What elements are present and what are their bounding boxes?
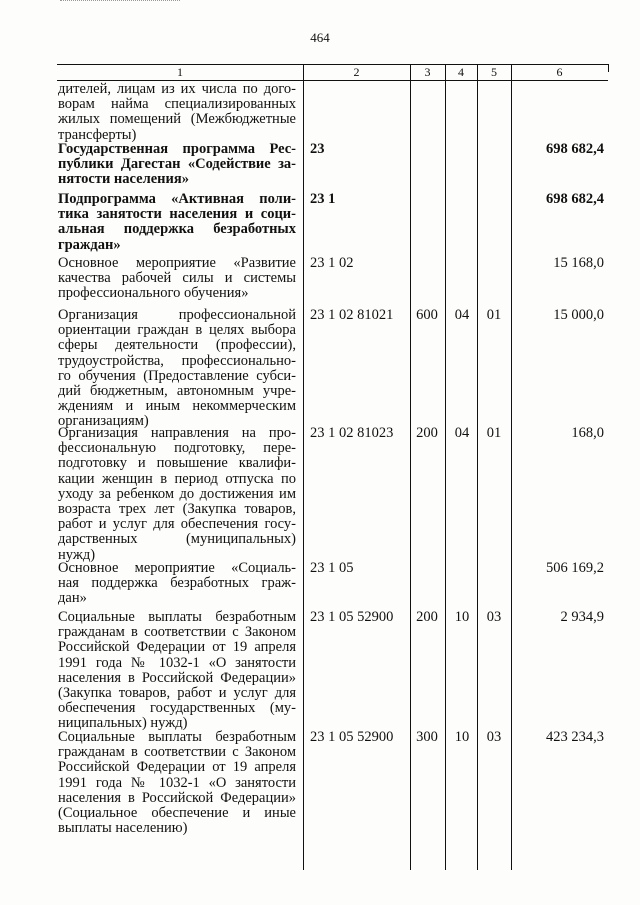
row-section: 10 bbox=[454, 609, 470, 625]
row-name-line: ная поддержка безработных граж- bbox=[58, 575, 296, 592]
row-name-line: дий бюджетным, автономным учре- bbox=[58, 383, 296, 400]
row-name-line: 1991 года № 1032-1 «О занятости bbox=[58, 774, 296, 791]
row-name-line: Социальные выплаты безработным bbox=[58, 729, 296, 745]
row-sum: 506 169,2 bbox=[546, 560, 604, 576]
row-name-line: го обучения (Предоставление субси- bbox=[58, 367, 296, 384]
row-name bbox=[58, 610, 296, 732]
row-name-line: публики Дагестан «Содействие за- bbox=[58, 156, 296, 173]
row-name-line: кации женщин в период отпуска по bbox=[58, 470, 296, 487]
row-name-line: Организация профессиональной bbox=[58, 307, 296, 323]
row-subsection: 03 bbox=[486, 729, 502, 745]
column-divider bbox=[477, 64, 478, 870]
row-name-line: Государственная программа Рес- bbox=[58, 141, 296, 157]
row-name-line: подготовку и повышение квалифи- bbox=[58, 455, 296, 472]
row-sum: 698 682,4 bbox=[546, 191, 604, 207]
row-name-line: населения в Российской Федерации» bbox=[58, 789, 296, 806]
row-expense-type: 200 bbox=[416, 425, 438, 441]
row-name-line: Российской Федерации от 19 апреля bbox=[58, 639, 296, 656]
row-subsection: 01 bbox=[486, 307, 502, 323]
row-section: 04 bbox=[454, 425, 470, 441]
row-code: 23 1 02 81021 bbox=[310, 307, 394, 323]
row-name bbox=[58, 561, 296, 607]
row-name bbox=[58, 426, 296, 563]
row-name-line: жилых помещений (Межбюджетные bbox=[58, 111, 296, 128]
row-name-line: обеспечения государственных (му- bbox=[58, 700, 296, 717]
column-header-4: 4 bbox=[458, 65, 464, 79]
row-sum: 2 934,9 bbox=[560, 609, 604, 625]
row-name-line: ниципальных) нужд) bbox=[58, 715, 188, 732]
row-name-line: трансферты) bbox=[58, 126, 137, 143]
row-code: 23 1 02 bbox=[310, 255, 354, 271]
row-name-line: гражданам в соответствии с Законом bbox=[58, 624, 296, 641]
row-name-line: Российской Федерации от 19 апреля bbox=[58, 759, 296, 776]
row-name-line: Социальные выплаты безработным bbox=[58, 609, 296, 625]
row-subsection: 01 bbox=[486, 425, 502, 441]
row-name-line: трудоустройства, профессионально- bbox=[58, 352, 296, 369]
row-name-line: нужд) bbox=[58, 546, 96, 563]
row-name-line: альная поддержка безработных bbox=[58, 221, 296, 238]
column-divider bbox=[410, 64, 411, 870]
row-name-line: сферы деятельности (профессии), bbox=[58, 337, 296, 354]
row-name-line: тика занятости населения и соци- bbox=[58, 206, 296, 223]
row-expense-type: 600 bbox=[416, 307, 438, 323]
row-name bbox=[58, 256, 296, 302]
row-name-line: (Закупка товаров, работ и услуг для bbox=[58, 685, 296, 702]
row-sum: 15 168,0 bbox=[553, 255, 604, 271]
row-name-line: ждениям и иным некоммерческим bbox=[58, 398, 296, 415]
row-code: 23 1 05 bbox=[310, 560, 354, 576]
row-name-line: Основное мероприятие «Развитие bbox=[58, 255, 296, 271]
column-divider bbox=[608, 64, 609, 72]
row-name-line: ворам найма специализированных bbox=[58, 96, 296, 113]
row-name-line: дителей, лицам из их числа по дого- bbox=[58, 81, 296, 97]
column-header-2: 2 bbox=[353, 65, 360, 79]
column-header-6: 6 bbox=[556, 65, 563, 79]
row-name-line: Основное мероприятие «Социаль- bbox=[58, 560, 296, 576]
row-name-line: (Социальное обеспечение и иные bbox=[58, 805, 296, 822]
column-header-1: 1 bbox=[177, 65, 183, 79]
row-name bbox=[58, 192, 296, 253]
column-header-5: 5 bbox=[491, 65, 497, 79]
row-code: 23 1 02 81023 bbox=[310, 425, 394, 441]
row-name-line: нятости населения» bbox=[58, 171, 189, 188]
row-name-line: ориентации граждан в целях выбора bbox=[58, 322, 296, 339]
row-expense-type: 200 bbox=[416, 609, 438, 625]
row-sum: 423 234,3 bbox=[546, 729, 604, 745]
column-divider bbox=[303, 64, 304, 870]
row-name-line: фессиональную подготовку, пере- bbox=[58, 440, 296, 457]
row-name-line: Подпрограмма «Активная поли- bbox=[58, 191, 296, 207]
row-name-line: Организация направления на про- bbox=[58, 425, 296, 441]
row-name-line: дарственных (муниципальных) bbox=[58, 531, 296, 548]
row-code: 23 1 05 52900 bbox=[310, 609, 394, 625]
row-name-line: профессионального обучения» bbox=[58, 285, 249, 302]
row-expense-type: 300 bbox=[416, 729, 438, 745]
row-name-line: населения в Российской Федерации» bbox=[58, 669, 296, 686]
row-name-line: граждан» bbox=[58, 236, 121, 253]
row-section: 10 bbox=[454, 729, 470, 745]
row-section: 04 bbox=[454, 307, 470, 323]
row-name-line: организациям) bbox=[58, 413, 149, 430]
row-name-line: уходу за ребенком до достижения им bbox=[58, 485, 296, 502]
row-name-line: выплаты населению) bbox=[58, 820, 188, 837]
row-name-line: 1991 года № 1032-1 «О занятости bbox=[58, 654, 296, 671]
row-code: 23 1 bbox=[310, 191, 336, 207]
column-divider bbox=[445, 64, 446, 870]
row-name-line: качества рабочей силы и системы bbox=[58, 270, 296, 287]
column-divider bbox=[511, 64, 512, 870]
row-name bbox=[58, 82, 296, 143]
row-sum: 168,0 bbox=[571, 425, 604, 441]
row-name bbox=[58, 142, 296, 188]
row-name-line: работ и услуг для обеспечения госу- bbox=[58, 516, 296, 533]
row-sum: 15 000,0 bbox=[553, 307, 604, 323]
scan-edge-mark bbox=[60, 0, 180, 4]
row-code: 23 1 05 52900 bbox=[310, 729, 394, 745]
row-sum: 698 682,4 bbox=[546, 141, 604, 157]
page-number: 464 bbox=[310, 30, 330, 45]
row-name bbox=[58, 730, 296, 836]
row-name-line: возраста трех лет (Закупка товаров, bbox=[58, 501, 296, 518]
row-name bbox=[58, 308, 296, 430]
row-code: 23 bbox=[310, 141, 325, 157]
column-header-3: 3 bbox=[424, 65, 431, 79]
row-subsection: 03 bbox=[486, 609, 502, 625]
row-name-line: гражданам в соответствии с Законом bbox=[58, 744, 296, 761]
row-name-line: дан» bbox=[58, 590, 87, 607]
